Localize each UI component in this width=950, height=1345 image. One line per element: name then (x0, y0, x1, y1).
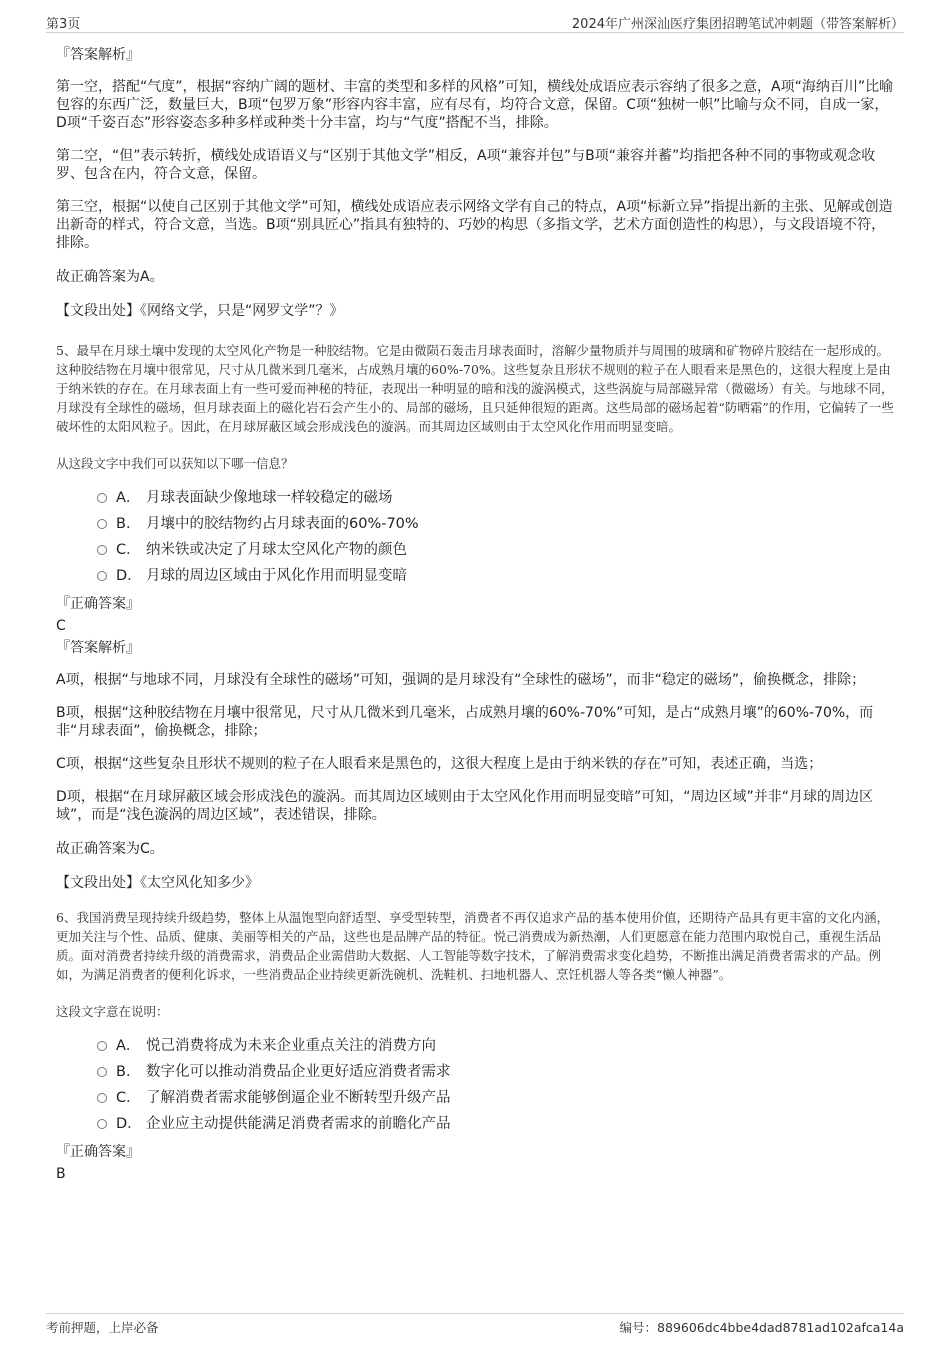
q5-conclusion: 故正确答案为C。 (56, 841, 164, 857)
q6-option-d[interactable]: D． 企业应主动提供能满足消费者需求的前瞻化产品 (56, 1111, 898, 1137)
q5-source: 【文段出处】《太空风化知多少》 (56, 875, 259, 891)
page-number: 第3页 (46, 17, 81, 32)
q4-analysis-paragraph: 第一空，搭配“气度”，根据“容纳广阔的题材、丰富的类型和多样的风格”可知，横线处成语应表示容纳了很多之意，A项“海纳百川”比喻包容的东西广泛，数量巨大，B项“包罗万象”形容内容丰富，应有尽有，均符合文意，保留。C项“独树一帜”比喻与众不同，自成一家，D项“千姿百态”形容姿态多种多样或种类十分丰富，均与“气度”搭配不当，排除。 (56, 79, 894, 131)
q5-analysis-paragraph: D项，根据“在月球屏蔽区域会形成浅色的漩涡。而其周边区域则由于太空风化作用而明显变暗”可知，“周边区域”并非“月球的周边区域”，而是“浅色漩涡的周边区域”，表述错误，排除。 (56, 789, 874, 823)
page-header (46, 10, 904, 33)
q5-analysis-title: 『答案解析』 (56, 640, 140, 656)
q5-stem: 5、最早在月球土壤中发现的太空风化产物是一种胶结物。它是由微陨石轰击月球表面时，溶解少量物质并与周围的玻璃和矿物碎片胶结在一起形成的。这种胶结物在月壤中很常见，尺寸从几微米到几毫米，占成熟月壤的60%-70%。这些复杂且形状不规则的粒子在人眼看来是黑色的，这很大程度上是由于纳米铁的存在。在月球表面上有一些可爱而神秘的特征，表现出一种明显的暗和浅的漩涡模式，这些涡旋与局部磁异常（微磁场）有关。与地球不同，月球没有全球性的磁场，但月球表面上的磁化岩石会产生小的、局部的磁场，且只延伸很短的距离。这些局部的磁场起着“防晒霜”的作用，它偏转了一些破坏性的太阳风粒子。因此，在月球屏蔽区域会形成浅色的漩涡。而其周边区域则由于太空风化作用而明显变暗。 (56, 343, 894, 434)
q5-analysis-paragraph: C项，根据“这些复杂且形状不规则的粒子在人眼看来是黑色的，这很大程度上是由于纳米铁的存在”可知，表述正确，当选； (56, 756, 823, 772)
radio-icon[interactable] (97, 1067, 107, 1077)
q6-option-a[interactable]: A． 悦己消费将成为未来企业重点关注的消费方向 (56, 1033, 898, 1059)
page-content (56, 38, 898, 1183)
page-footer (46, 1313, 904, 1338)
q4-source: 【文段出处】《网络文学，只是“网罗文学”？》 (56, 303, 344, 319)
footer-code: 编号：889606dc4bbe4dad8781ad102afca14a (619, 1320, 904, 1335)
q5-analysis-paragraph: A项，根据“与地球不同，月球没有全球性的磁场”可知，强调的是月球没有“全球性的磁场”，而非“稳定的磁场”，偷换概念，排除； (56, 672, 866, 688)
q5-options (56, 485, 898, 589)
q5-option-a[interactable]: A． 月球表面缺少像地球一样较稳定的磁场 (56, 485, 898, 511)
q6-option-b[interactable]: B． 数字化可以推动消费品企业更好适应消费者需求 (56, 1059, 898, 1085)
radio-icon[interactable] (97, 519, 107, 529)
q4-conclusion: 故正确答案为A。 (56, 269, 164, 285)
q5-option-c[interactable]: C． 纳米铁或决定了月球太空风化产物的颜色 (56, 537, 898, 563)
q4-analysis-paragraph: 第二空，“但”表示转折，横线处成语语义与“区别于其他文学”相反，A项“兼容并包”与B项“兼容并蓄”均指把各种不同的事物或观念收罗、包含在内，符合文意，保留。 (56, 148, 876, 182)
q5-option-d[interactable]: D． 月球的周边区域由于风化作用而明显变暗 (56, 563, 898, 589)
q5-question: 从这段文字中我们可以获知以下哪一信息？ (56, 456, 294, 471)
q5-option-b[interactable]: B． 月壤中的胶结物约占月球表面的60%-70% (56, 511, 898, 537)
radio-icon[interactable] (97, 571, 107, 581)
q4-analysis-title: 『答案解析』 (56, 47, 140, 63)
q6-option-c[interactable]: C． 了解消费者需求能够倒逼企业不断转型升级产品 (56, 1085, 898, 1111)
radio-icon[interactable] (97, 493, 107, 503)
q5-correct-answer: C (56, 618, 66, 634)
q5-analysis-paragraph: B项，根据“这种胶结物在月壤中很常见，尺寸从几微米到几毫米，占成熟月壤的60%-70%”可知，是占“成熟月壤”的60%-70%，而非“月球表面”，偷换概念，排除； (56, 705, 874, 739)
document-title: 2024年广州深汕医疗集团招聘笔试冲刺题（带答案解析） (571, 17, 904, 32)
q4-analysis-paragraph: 第三空，根据“以使自己区别于其他文学”可知，横线处成语应表示网络文学有自己的特点，A项“标新立异”指提出新的主张、见解或创造出新奇的样式，符合文意，当选。B项“别具匠心”指具有独特的、巧妙的构思（多指文学，艺术方面创造性的构思），与文段语境不符，排除。 (56, 199, 893, 251)
q5-correct-title: 『正确答案』 (56, 596, 140, 612)
radio-icon[interactable] (97, 1041, 107, 1051)
q6-stem: 6、我国消费呈现持续升级趋势，整体上从温饱型向舒适型、享受型转型，消费者不再仅追求产品的基本使用价值，还期待产品具有更丰富的文化内涵，更加关注与个性、品质、健康、美丽等相关的产品，这些也是品牌产品的特征。悦己消费成为新热潮，人们更愿意在能力范围内取悦自己，重视生活品质。面对消费者持续升级的消费需求，消费品企业需借助大数据、人工智能等数字技术，了解消费需求变化趋势，不断推出满足消费者需求的产品。例如，为满足消费者的便利化诉求，一些消费品企业持续更新洗碗机、洗鞋机、扫地机器人、烹饪机器人等各类“懒人神器”。 (56, 910, 889, 982)
q6-question: 这段文字意在说明： (56, 1004, 169, 1019)
footer-slogan: 考前押题，上岸必备 (46, 1320, 159, 1335)
radio-icon[interactable] (97, 1093, 107, 1103)
q6-correct-title: 『正确答案』 (56, 1144, 140, 1160)
radio-icon[interactable] (97, 1119, 107, 1129)
q6-correct-answer: B (56, 1166, 66, 1182)
q6-options (56, 1033, 898, 1137)
radio-icon[interactable] (97, 545, 107, 555)
